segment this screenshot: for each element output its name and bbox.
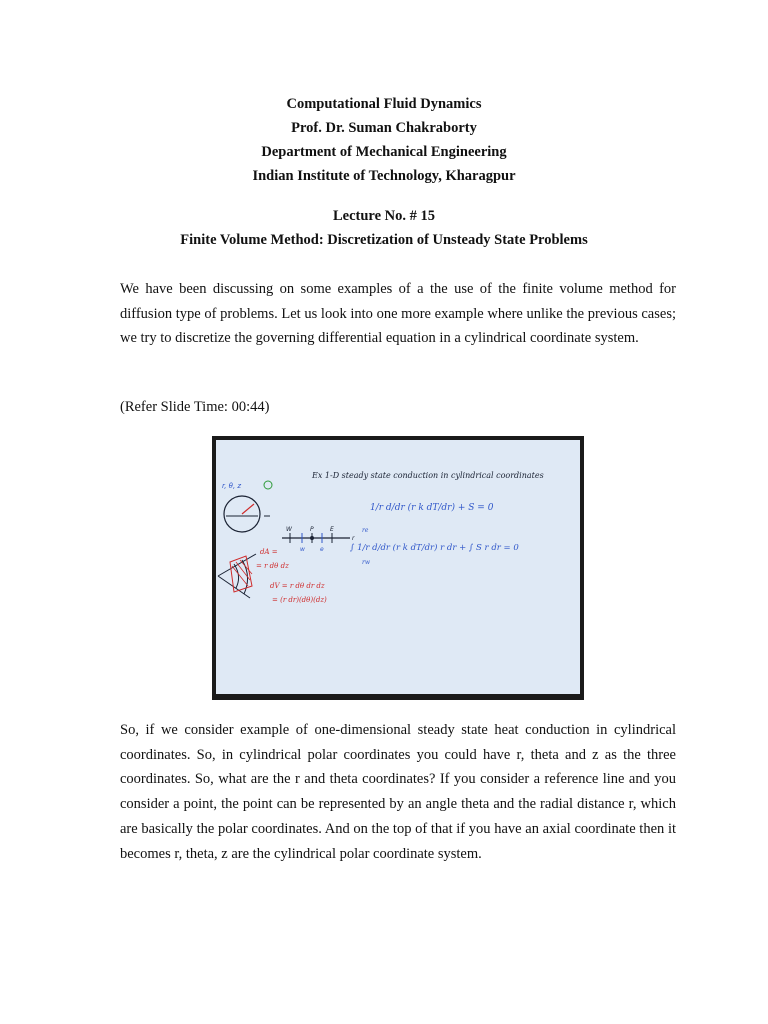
course-title: Computational Fluid Dynamics [286,96,482,112]
governing-equation: 1/r d/dr (r k dT/dr) + S = 0 [370,503,494,513]
lecture-title: Finite Volume Method: Discretization of Unsteady State Problems [180,232,588,248]
slide-heading: Ex 1-D steady state conduction in cylindrical coordinates [312,471,544,480]
integrated-equation: ∫ 1/r d/dr (r k dT/dr) r dr + ∫ S r dr = 0 [350,543,519,553]
grid-label-e: e [320,546,324,553]
grid-label-r: r [352,535,355,542]
whiteboard-drawing [212,436,584,700]
area-label-1: dA = [260,548,278,556]
grid-label-E: E [330,526,334,533]
grid-label-W: W [286,526,292,533]
lecture-heading [0,204,768,252]
department-name: Department of Mechanical Engineering [261,144,507,160]
institute-name: Indian Institute of Technology, Kharagpur [252,168,516,184]
slide-time-reference: (Refer Slide Time: 00:44) [120,399,270,415]
professor-name: Prof. Dr. Suman Chakraborty [291,120,477,136]
document-header [0,92,768,188]
volume-label-2: = (r dr)(dθ)(dz) [272,596,327,604]
grid-label-P: P [310,526,314,533]
grid-label-w: w [300,546,305,553]
volume-label-1: dV = r dθ dr dz [270,582,325,590]
area-label-2: = r dθ dz [256,562,289,570]
lecture-slide-image [212,436,584,700]
body-paragraph: So, if we consider example of one-dimensional steady state heat conduction in cylindrical coordinates. So, in cylindrical polar coordinates you could have r, theta and z as the three coordinates. So, what are the r and theta coordinates? If you consider a reference line and you consider a point, the point can be represented by an angle theta and the radial distance r, which are basically the polar coordinates. And on the top of that if you have an axial coordinate then it becomes r, theta, z are the cylindrical polar coordinate system. [120,722,676,862]
intro-paragraph: We have been discussing on some examples of a the use of the finite volume method for diffusion type of problems. Let us look into one more example where unlike the previous cases; we try to discretize the governing differential equation in a cylindrical coordinate system. [120,281,676,347]
svg-text:re: re [362,527,369,534]
coordinate-label: r, θ, z [222,482,242,490]
svg-text:rw: rw [362,559,371,566]
lecture-number: Lecture No. # 15 [332,208,436,224]
